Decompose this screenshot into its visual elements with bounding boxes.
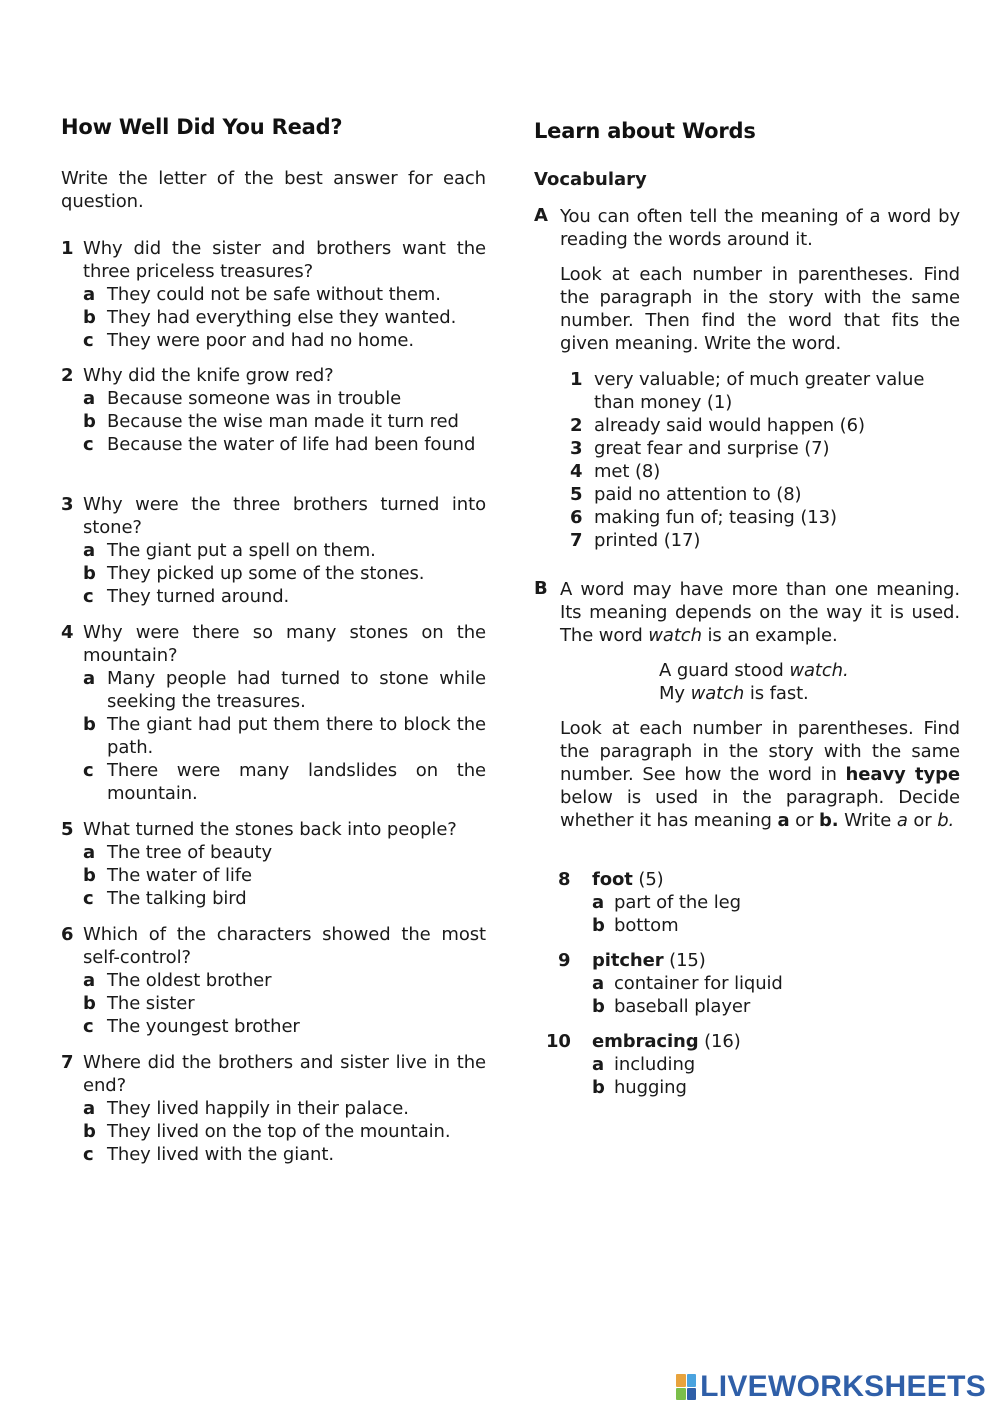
question-5: [61, 818, 486, 910]
item-number: 6: [570, 507, 583, 528]
option-letter: b: [83, 714, 96, 735]
option-letter: b: [83, 411, 96, 432]
option-row: [592, 891, 741, 914]
option-letter: a: [83, 970, 96, 991]
list-item: [570, 506, 960, 529]
intro-text-end: is an example.: [701, 625, 838, 646]
option-letter: b: [83, 563, 96, 584]
item-text: paid no attention to (8): [594, 484, 802, 505]
logo-mark-icon: [676, 1374, 696, 1400]
item-number: 4: [570, 461, 583, 482]
option-letter: a: [83, 540, 96, 561]
section-a-intro: You can often tell the meaning of a word by reading the words around it.: [560, 206, 960, 250]
option-letter: a: [592, 892, 605, 913]
option-row: [592, 1053, 695, 1076]
question-number: 3: [61, 494, 74, 515]
option-row: [592, 972, 783, 995]
list-item: [570, 414, 960, 437]
question-number: 7: [61, 1052, 74, 1073]
option-row: [592, 995, 750, 1018]
question-number: 6: [61, 924, 74, 945]
option-letter: b: [592, 996, 605, 1017]
question-text: Why did the knife grow red?: [83, 365, 334, 386]
item-ref: (16): [698, 1031, 741, 1052]
option-letter: b: [592, 1077, 605, 1098]
instr-bold: heavy type: [845, 764, 960, 785]
item-word-bold: foot: [592, 869, 633, 890]
section-a-letter: A: [534, 205, 548, 226]
question-1: [61, 237, 486, 352]
option-letter: a: [83, 842, 96, 863]
item-number: 9: [558, 950, 571, 971]
question-text: Why were there so many stones on the mountain?: [83, 622, 486, 666]
section-title-how-well: How Well Did You Read?: [61, 115, 343, 139]
option-letter: b: [83, 1121, 96, 1142]
option-letter: b: [83, 865, 96, 886]
option-text: They were poor and had no home.: [107, 330, 414, 351]
liveworksheets-logo: [676, 1370, 986, 1404]
option-letter: c: [83, 434, 94, 455]
option-text: Because the wise man made it turn red: [107, 411, 459, 432]
logo-text: LIVEWORKSHEETS: [700, 1370, 986, 1403]
option-letter: a: [83, 1098, 96, 1119]
instr-text: below is used in the paragraph. Decide whether it has meaning: [560, 787, 960, 831]
instr-italic-a: a: [896, 810, 908, 831]
intro-text: A word may have more than one meaning. Its meaning depends on the way it is used. The word: [560, 579, 960, 646]
option-letter: a: [592, 1054, 605, 1075]
option-text: They lived on the top of the mountain.: [107, 1121, 451, 1142]
option-text: The giant had put them there to block the path.: [107, 714, 486, 758]
option-text: bottom: [614, 915, 679, 936]
option-letter: a: [83, 284, 96, 305]
option-text: The sister: [107, 993, 195, 1014]
option-text: There were many landslides on the mountain.: [107, 760, 486, 804]
item-number: 7: [570, 530, 583, 551]
question-7: [61, 1051, 486, 1166]
section-title-learn-words: Learn about Words: [534, 119, 756, 143]
option-letter: b: [83, 307, 96, 328]
option-text: Because someone was in trouble: [107, 388, 402, 409]
question-3: [61, 493, 486, 608]
intro-word: watch: [648, 625, 702, 646]
instr-bold-a: a: [777, 810, 790, 831]
item-word: [592, 1030, 741, 1053]
option-letter: c: [83, 760, 94, 781]
list-item: [570, 483, 960, 506]
option-text: hugging: [614, 1077, 687, 1098]
option-letter: b: [83, 993, 96, 1014]
item-text: already said would happen (6): [594, 415, 865, 436]
question-6: [61, 923, 486, 1038]
logo-square: [676, 1388, 686, 1401]
option-letter: c: [83, 1144, 94, 1165]
instructions: Write the letter of the best answer for each question.: [61, 168, 486, 212]
item-text: making fun of; teasing (13): [594, 507, 837, 528]
instr-text: Look at each number in parentheses. Find the paragraph in the story with the same number. See how the word in: [560, 718, 960, 785]
item-word-bold: pitcher: [592, 950, 664, 971]
option-text: They turned around.: [107, 586, 290, 607]
option-text: They could not be safe without them.: [107, 284, 441, 305]
option-row: [592, 914, 679, 937]
section-b-instructions: [560, 717, 960, 832]
logo-square: [687, 1374, 697, 1387]
option-letter: c: [83, 586, 94, 607]
item-number: 1: [570, 369, 583, 390]
item-number: 5: [570, 484, 583, 505]
option-text: container for liquid: [614, 973, 783, 994]
item-text: great fear and surprise (7): [594, 438, 830, 459]
option-text: They lived with the giant.: [107, 1144, 334, 1165]
section-a-instructions: Look at each number in parentheses. Find the paragraph in the story with the same number. Then find the word that fits the given meaning. Write the word.: [560, 264, 960, 354]
item-word-bold: embracing: [592, 1031, 699, 1052]
option-letter: c: [83, 1016, 94, 1037]
example-word: watch: [690, 683, 745, 704]
option-text: including: [614, 1054, 696, 1075]
option-letter: b: [592, 915, 605, 936]
item-text: met (8): [594, 461, 661, 482]
question-text: Why did the sister and brothers want the three priceless treasures?: [83, 238, 486, 282]
option-text: The oldest brother: [107, 970, 272, 991]
option-text: Because the water of life had been found: [107, 434, 476, 455]
option-text: They lived happily in their palace.: [107, 1098, 409, 1119]
question-number: 5: [61, 819, 74, 840]
question-number: 2: [61, 365, 74, 386]
question-number: 4: [61, 622, 74, 643]
option-text: They had everything else they wanted.: [107, 307, 457, 328]
item-text: printed (17): [594, 530, 701, 551]
option-letter: a: [83, 668, 96, 689]
example-sentence-1: [659, 659, 849, 682]
example-text: A guard stood: [659, 660, 790, 681]
option-text: They picked up some of the stones.: [107, 563, 425, 584]
question-text: What turned the stones back into people?: [83, 819, 457, 840]
item-number: 3: [570, 438, 583, 459]
list-item: [570, 460, 960, 483]
question-text: Which of the characters showed the most self-control?: [83, 924, 486, 968]
option-text: The water of life: [107, 865, 252, 886]
list-item: [570, 529, 960, 552]
option-row: [592, 1076, 687, 1099]
logo-square: [687, 1388, 697, 1401]
item-text: very valuable; of much greater value than money (1): [594, 369, 925, 413]
item-ref: (5): [632, 869, 664, 890]
option-text: part of the leg: [614, 892, 741, 913]
instr-bold-b: b.: [819, 810, 839, 831]
section-b-intro: [560, 578, 960, 647]
option-text: baseball player: [614, 996, 751, 1017]
instr-text: or: [789, 810, 820, 831]
vocab-list-a: [570, 368, 960, 552]
option-letter: c: [83, 888, 94, 909]
question-text: Why were the three brothers turned into stone?: [83, 494, 486, 538]
option-text: The giant put a spell on them.: [107, 540, 376, 561]
item-word: [592, 868, 664, 891]
item-number: 2: [570, 415, 583, 436]
section-b-letter: B: [534, 578, 548, 599]
item-word: [592, 949, 706, 972]
list-item: [570, 437, 960, 460]
option-letter: a: [83, 388, 96, 409]
list-item: [570, 368, 960, 414]
question-number: 1: [61, 238, 74, 259]
option-text: Many people had turned to stone while seeking the treasures.: [107, 668, 486, 712]
option-text: The tree of beauty: [107, 842, 273, 863]
item-number: 10: [546, 1031, 571, 1052]
item-number: 8: [558, 869, 571, 890]
logo-square: [676, 1374, 686, 1387]
option-text: The youngest brother: [107, 1016, 300, 1037]
example-sentence-2: [659, 682, 809, 705]
instr-italic-b: b.: [937, 810, 955, 831]
example-text: My: [659, 683, 691, 704]
instr-text: Write: [838, 810, 897, 831]
example-text-end: is fast.: [744, 683, 809, 704]
option-letter: a: [592, 973, 605, 994]
item-ref: (15): [663, 950, 706, 971]
question-text: Where did the brothers and sister live in the end?: [83, 1052, 486, 1096]
option-text: The talking bird: [107, 888, 247, 909]
option-letter: c: [83, 330, 94, 351]
question-4: [61, 621, 486, 805]
example-word: watch.: [789, 660, 849, 681]
question-2: [61, 364, 486, 456]
instr-text: or: [907, 810, 938, 831]
subtitle-vocabulary: Vocabulary: [534, 169, 647, 190]
